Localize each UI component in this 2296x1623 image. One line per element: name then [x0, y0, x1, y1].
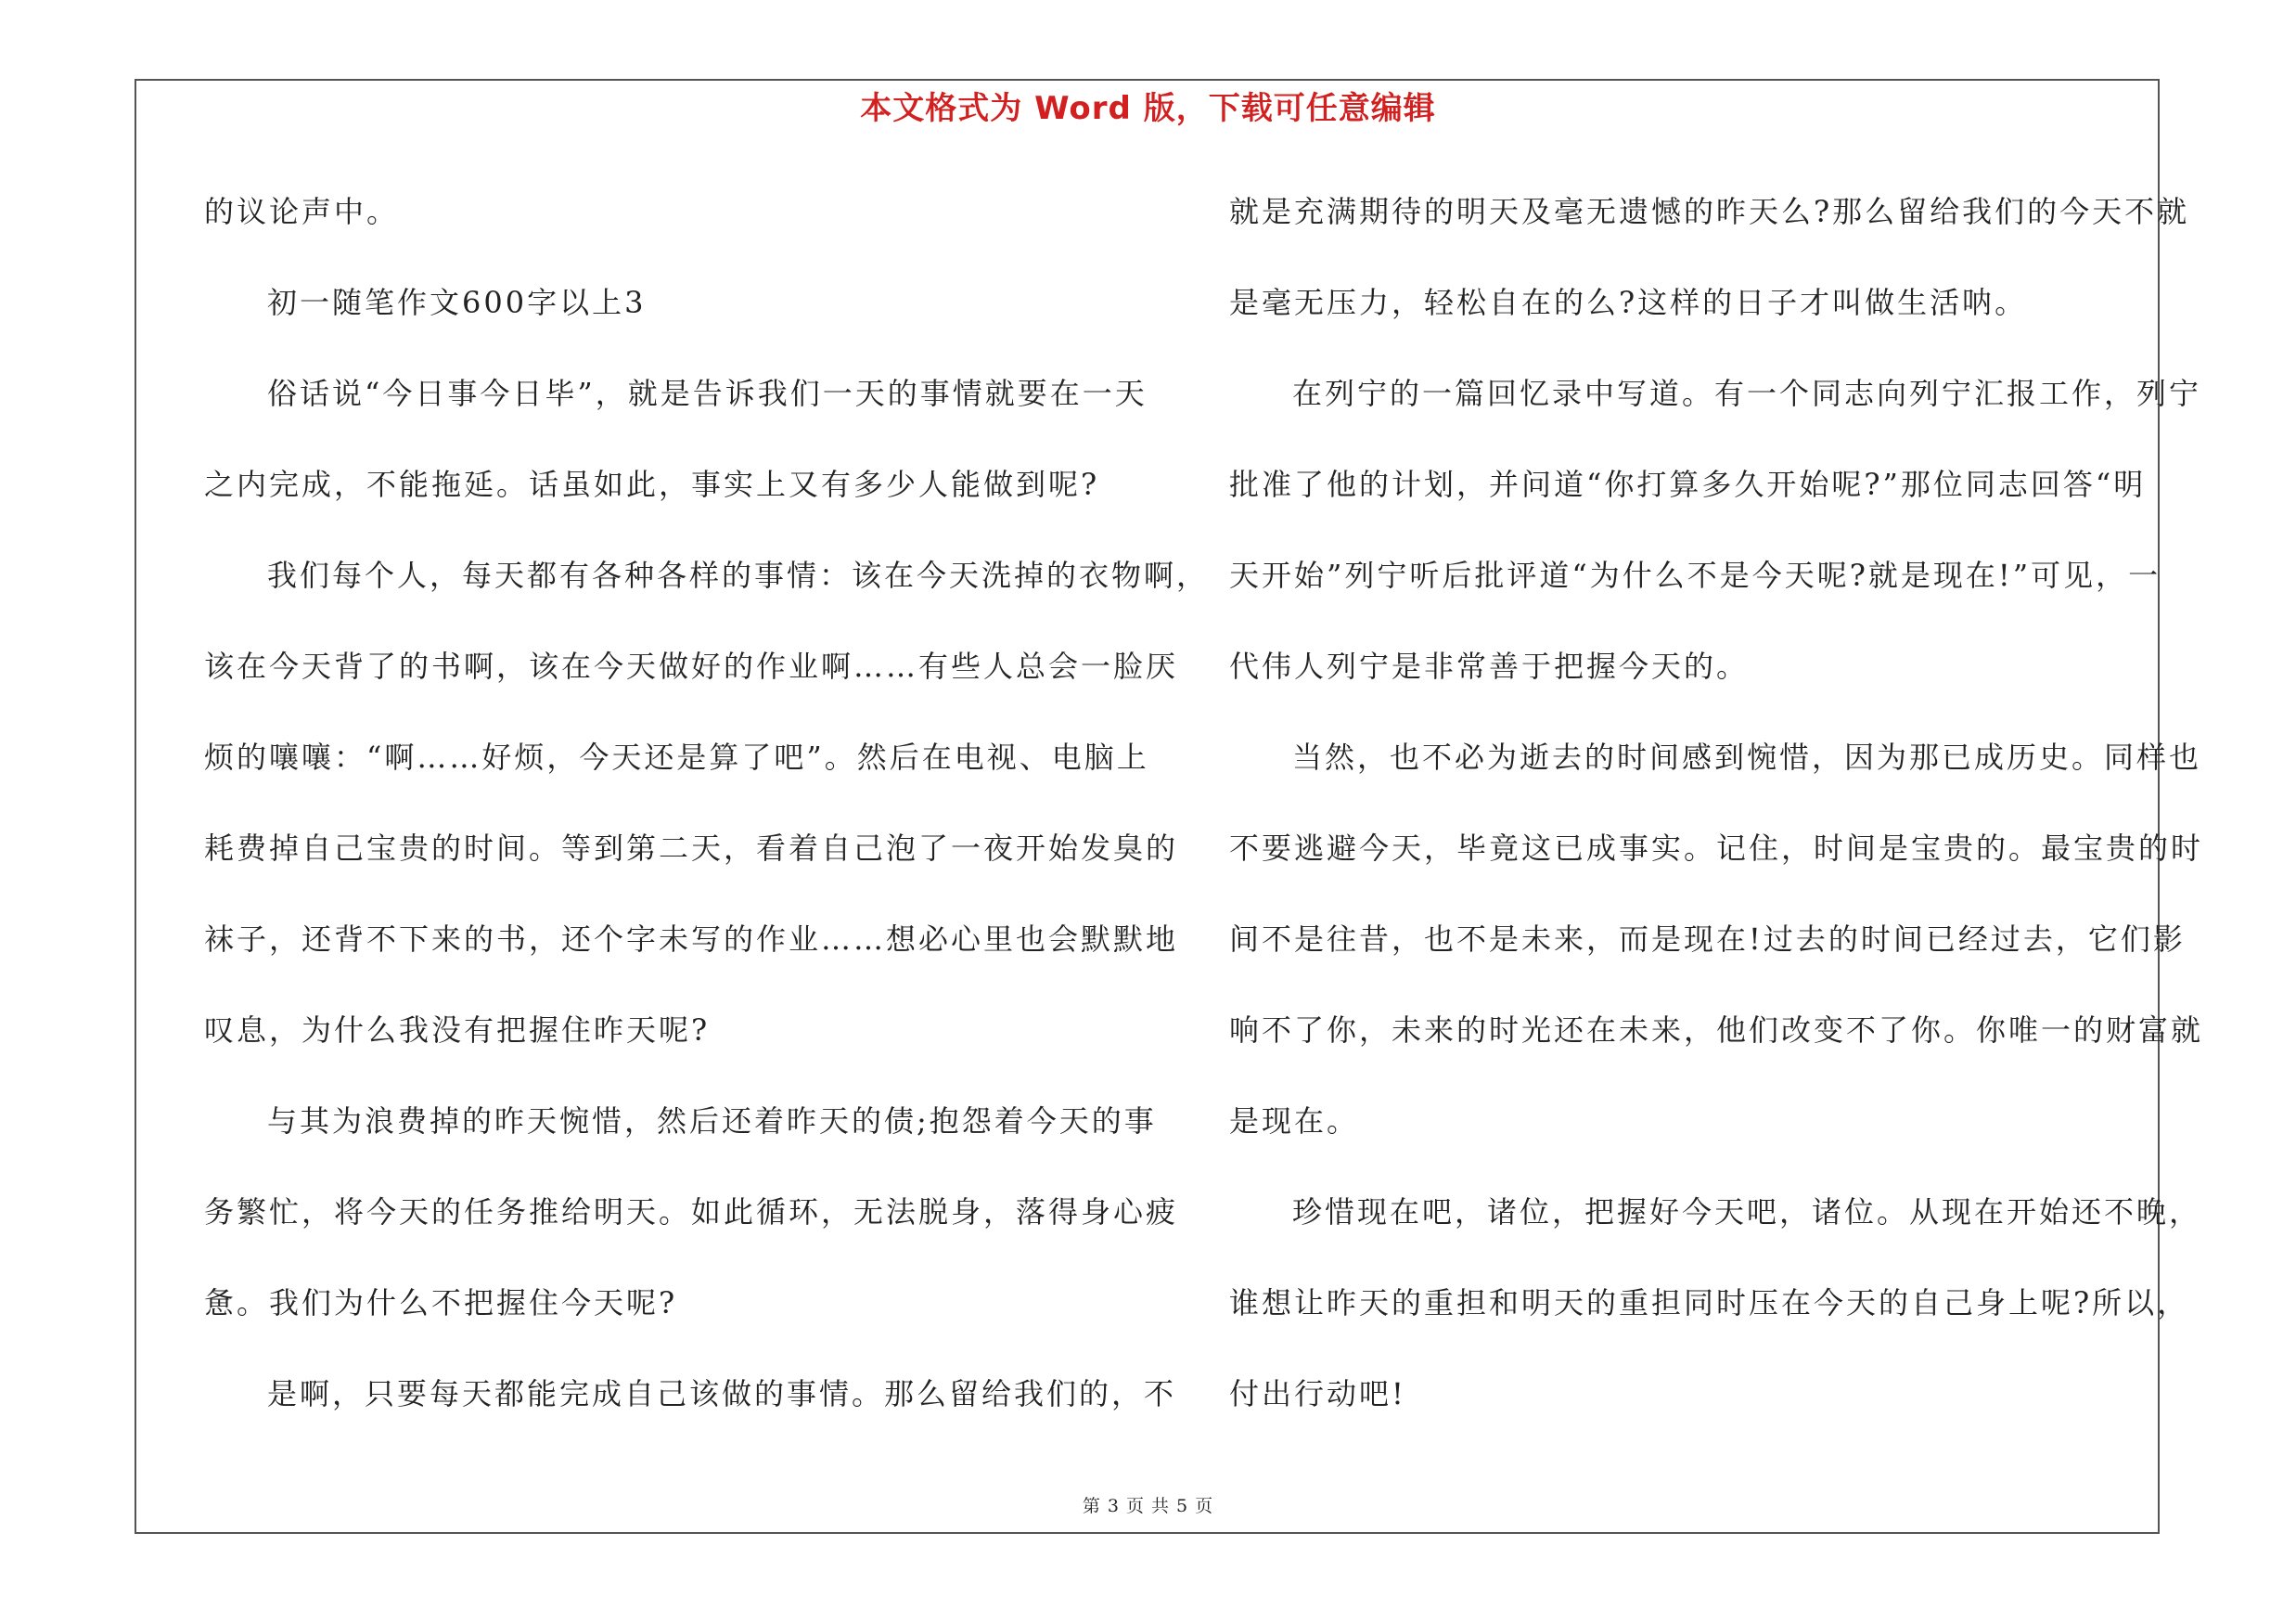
text-line: 叹息，为什么我没有把握住昨天呢? [204, 1012, 711, 1048]
text-line: 付出行动吧! [1229, 1376, 1406, 1411]
text-line: 是现在。 [1229, 1103, 1360, 1139]
text-line: 在列宁的一篇回忆录中写道。有一个同志向列宁汇报工作，列宁 [1292, 376, 2202, 411]
text-line: 间不是往昔，也不是未来，而是现在!过去的时间已经过去，它们影 [1229, 921, 2186, 957]
text-line: 该在今天背了的书啊，该在今天做好的作业啊……有些人总会一脸厌 [204, 649, 1179, 684]
word-format-banner: 本文格式为 Word 版，下载可任意编辑 [860, 90, 1436, 127]
text-line: 之内完成，不能拖延。话虽如此，事实上又有多少人能做到呢? [204, 467, 1100, 502]
text-line: 与其为浪费掉的昨天惋惜，然后还着昨天的债;抱怨着今天的事 [267, 1103, 1157, 1139]
text-line: 谁想让昨天的重担和明天的重担同时压在今天的自己身上呢?所以， [1229, 1285, 2190, 1320]
text-line: 是毫无压力，轻松自在的么?这样的日子才叫做生活呐。 [1229, 285, 2028, 320]
text-line: 俗话说“今日事今日毕”，就是告诉我们一天的事情就要在一天 [267, 376, 1148, 411]
text-line: 不要逃避今天，毕竟这已成事实。记住，时间是宝贵的。最宝贵的时 [1229, 831, 2204, 866]
text-line: 烦的嚷嚷：“啊……好烦，今天还是算了吧”。然后在电视、电脑上 [204, 740, 1149, 775]
text-line: 务繁忙，将今天的任务推给明天。如此循环，无法脱身，落得身心疲 [204, 1194, 1179, 1230]
text-line: 的议论声中。 [204, 194, 400, 229]
text-line: 代伟人列宁是非常善于把握今天的。 [1229, 649, 1750, 684]
right-text-column [1229, 184, 2204, 1457]
text-line: 批准了他的计划，并问道“你打算多久开始呢?”那位同志回答“明 [1229, 467, 2147, 502]
text-line: 耗费掉自己宝贵的时间。等到第二天，看着自己泡了一夜开始发臭的 [204, 831, 1179, 866]
text-line: 响不了你，未来的时光还在未来，他们改变不了你。你唯一的财富就 [1229, 1012, 2204, 1048]
text-line: 当然，也不必为逝去的时间感到惋惜，因为那已成历史。同样也 [1292, 740, 2202, 775]
text-line: 是啊，只要每天都能完成自己该做的事情。那么留给我们的，不 [267, 1376, 1177, 1411]
text-line: 就是充满期待的明天及毫无遗憾的昨天么?那么留给我们的今天不就 [1229, 194, 2190, 229]
page-number-footer: 第 3 页 共 5 页 [1082, 1496, 1214, 1516]
text-line: 惫。我们为什么不把握住今天呢? [204, 1285, 678, 1320]
text-line: 袜子，还背不下来的书，还个字未写的作业……想必心里也会默默地 [204, 921, 1179, 957]
text-line: 初一随笔作文600字以上3 [267, 285, 647, 320]
text-line: 天开始”列宁听后批评道“为什么不是今天呢?就是现在!”可见，一 [1229, 558, 2161, 593]
left-text-column [204, 184, 1210, 1457]
text-line: 珍惜现在吧，诸位，把握好今天吧，诸位。从现在开始还不晚， [1292, 1194, 2202, 1230]
text-line: 我们每个人，每天都有各种各样的事情：该在今天洗掉的衣物啊， [267, 558, 1210, 593]
